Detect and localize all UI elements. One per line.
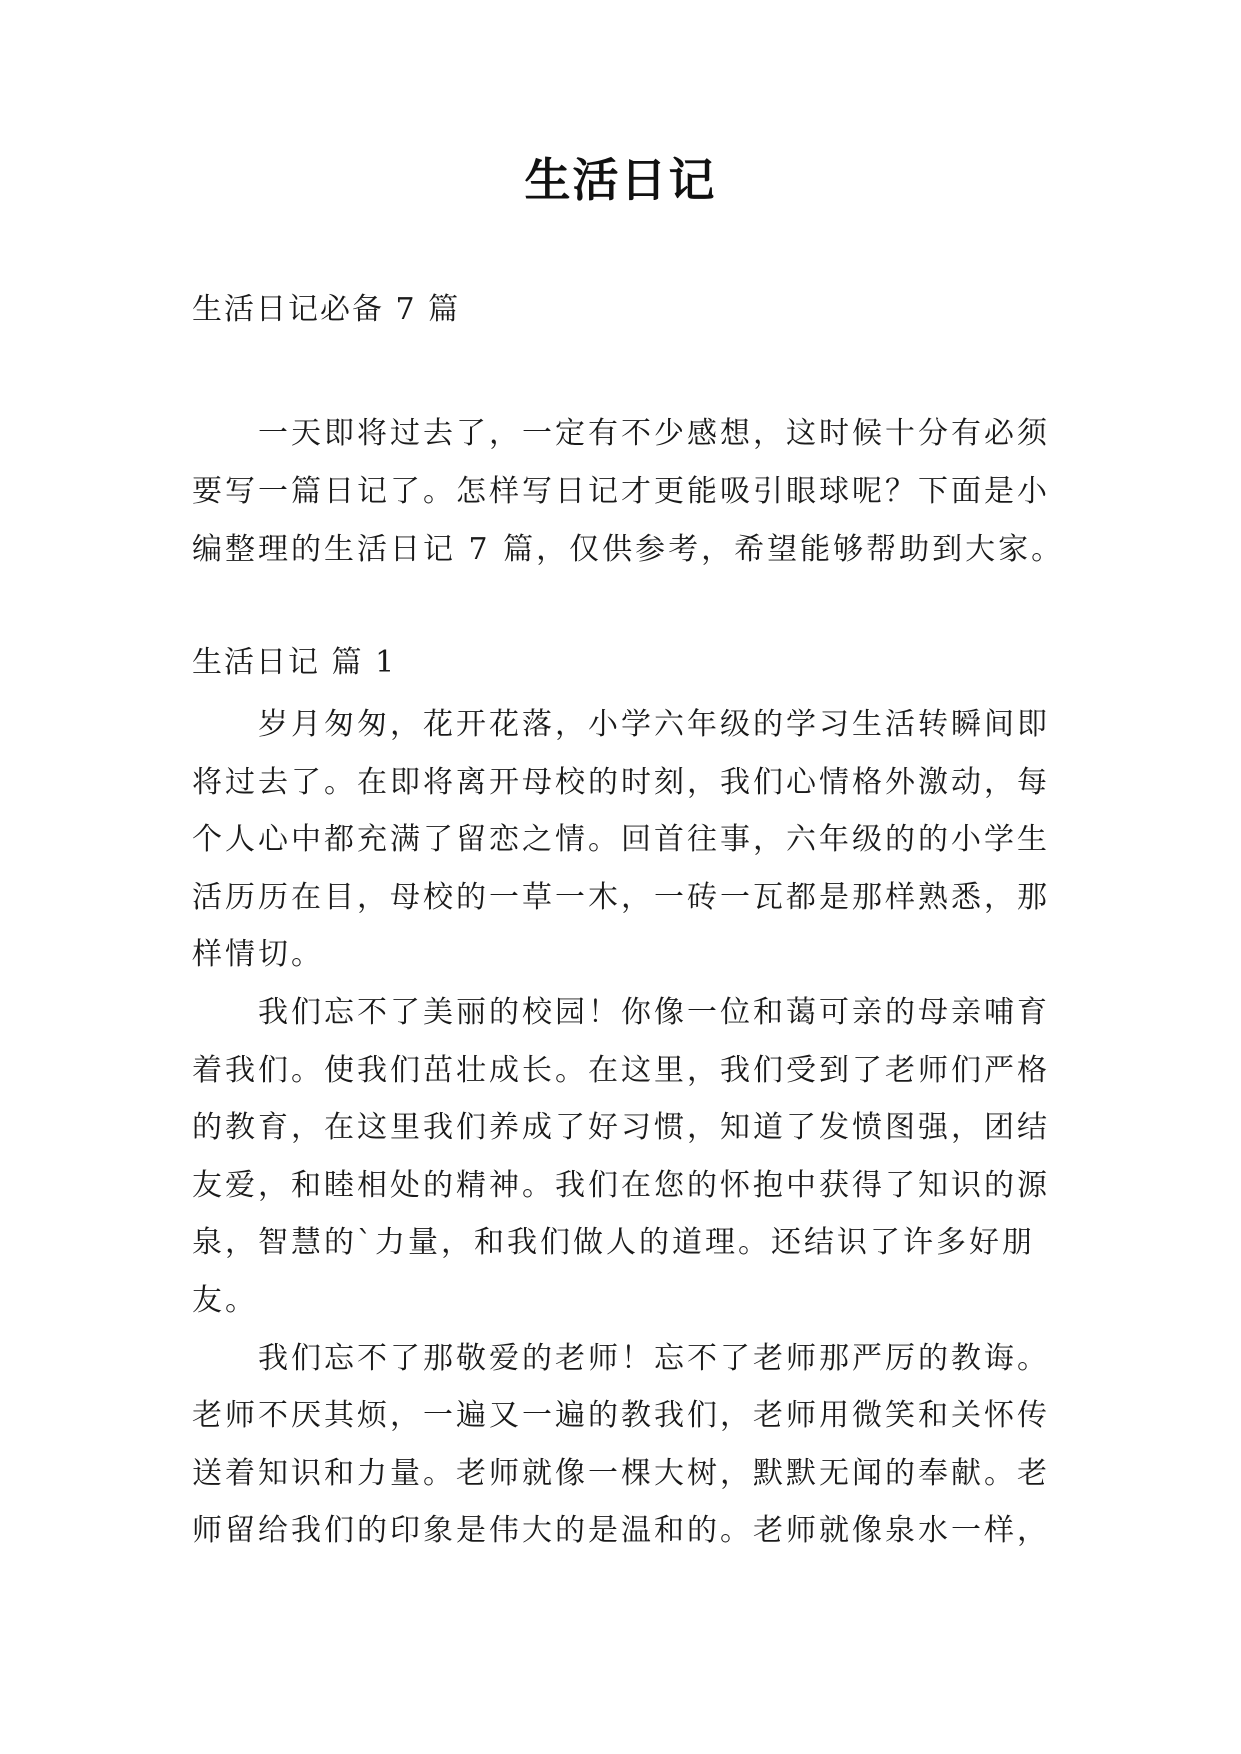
document-title: 生活日记 xyxy=(524,153,717,207)
body-paragraph: 岁月匆匆，花开花落，小学六年级的学习生活转瞬间即将过去了。在即将离开母校的时刻，我们心情格外激动，每个人心中都充满了留恋之情。回首往事，六年级的的小学生活历历在目，母校的一草一木，一砖一瓦都是那样熟悉，那样情切。 xyxy=(192,707,1050,973)
body-paragraph: 我们忘不了美丽的校园！你像一位和蔼可亲的母亲哺育着我们。使我们茁壮成长。在这里，我们受到了老师们严格的教育，在这里我们养成了好习惯，知道了发愤图强，团结友爱，和睦相处的精神。我们在您的怀抱中获得了知识的源泉，智慧的`力量，和我们做人的道理。还结识了许多好朋友。 xyxy=(192,994,1050,1318)
intro-paragraph: 一天即将过去了，一定有不少感想，这时候十分有必须要写一篇日记了。怎样写日记才更能吸引眼球呢？下面是小编整理的生活日记 7 篇，仅供参考，希望能够帮助到大家。 xyxy=(192,416,1065,567)
section-body xyxy=(192,696,1072,1560)
document-subtitle: 生活日记必备 7 篇 xyxy=(192,292,461,327)
body-paragraph: 我们忘不了那敬爱的老师！忘不了老师那严厉的教诲。老师不厌其烦，一遍又一遍的教我们，老师用微笑和关怀传送着知识和力量。老师就像一棵大树，默默无闻的奉献。老师留给我们的印象是伟大的是温和的。老师就像泉水一样， xyxy=(192,1340,1050,1549)
section-heading: 生活日记 篇 1 xyxy=(192,645,397,680)
